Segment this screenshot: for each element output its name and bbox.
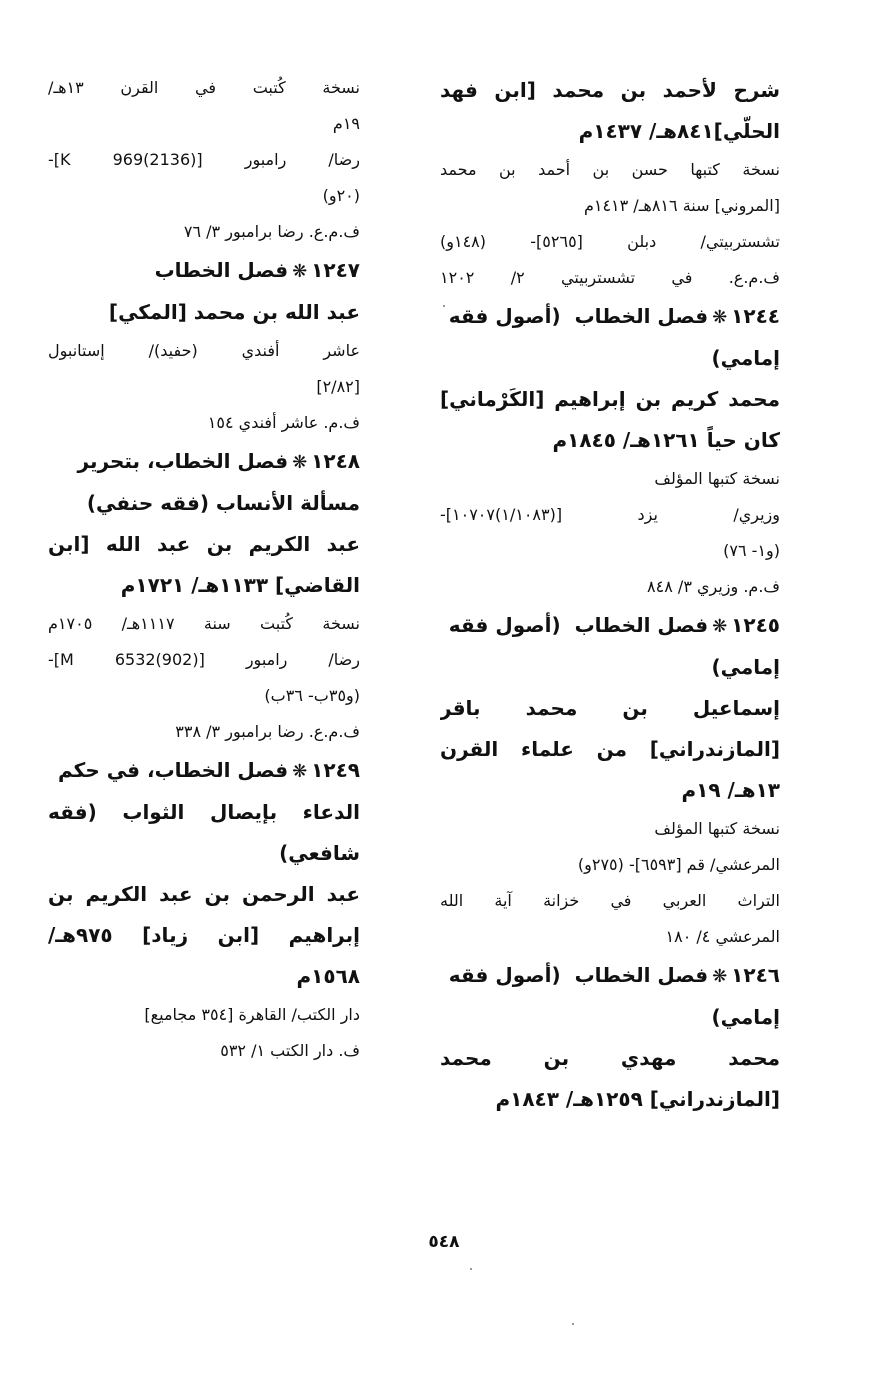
- entry-topic: (أصول فقه: [448, 963, 561, 987]
- entry-line: ف.م.ع. رضا برامبور ٣/ ٧٦: [183, 222, 360, 241]
- entry-topic: (أصول فقه: [448, 304, 561, 328]
- entry-line: [المروني] سنة ٨١٦هـ/ ١٤١٣م: [583, 196, 780, 215]
- asterisk-icon: ❋: [292, 761, 308, 782]
- left-column: [48, 70, 360, 1069]
- entry-line: تشستربيتي/ دبلن [٥٢٦٥]- (١٤٨و): [440, 232, 780, 251]
- entry-line-bold: عبد الكريم بن عبد الله [ابن: [48, 532, 360, 556]
- entry-line: ف.م. عاشر أفندي ١٥٤: [207, 413, 360, 432]
- entry-line: ف.م. وزيري ٣/ ٨٤٨: [647, 577, 780, 596]
- entry-topic: (أصول فقه: [448, 613, 561, 637]
- entry-line-bold: القاضي] ١١٣٣هـ/ ١٧٢١م: [120, 573, 360, 597]
- entry-heading: [48, 250, 360, 292]
- entry-line-bold: [المازندراني] ١٢٥٩هـ/ ١٨٤٣م: [495, 1087, 780, 1111]
- entry-heading: [440, 296, 780, 338]
- entry-title: فصل الخطاب، في حكم: [58, 758, 289, 782]
- entry-line: المرعشي ٤/ ١٨٠: [665, 927, 780, 946]
- entry-heading: [48, 750, 360, 792]
- entry-line: نسخة كتبها المؤلف: [654, 469, 780, 488]
- entry-number: ١٢٤٤: [731, 304, 780, 328]
- entry-line-bold: [المازندراني] من علماء القرن: [440, 737, 780, 761]
- entry-line-bold: ١٥٦٨م: [296, 964, 360, 988]
- entry-line-bold: محمد مهدي بن محمد: [440, 1046, 780, 1070]
- asterisk-icon: ❋: [712, 966, 728, 987]
- entry-number: ١٢٤٨: [311, 449, 360, 473]
- asterisk-icon: ❋: [712, 616, 728, 637]
- entry-number: ١٢٤٦: [731, 963, 780, 987]
- entry-line: عاشر أفندي (حفيد)/ إستانبول: [48, 341, 360, 360]
- entry-heading: [48, 441, 360, 483]
- entry-line: ف.م.ع. رضا برامبور ٣/ ٣٣٨: [175, 722, 360, 741]
- entry-line-bold: شافعي): [279, 841, 360, 865]
- asterisk-icon: ❋: [712, 307, 728, 328]
- entry-line-bold: عبد الرحمن بن عبد الكريم بن: [48, 882, 360, 906]
- entry-title: فصل الخطاب، بتحرير: [77, 449, 289, 473]
- scan-speck: [572, 1323, 574, 1325]
- entry-line: رضا/ رامبور [K 969(2136)]-: [48, 150, 360, 169]
- entry-title: فصل الخطاب: [574, 613, 709, 637]
- page-number: ٥٤٨: [428, 1232, 460, 1252]
- entry-line-bold: الحلّي]٨٤١هـ/ ١٤٣٧م: [578, 119, 780, 143]
- entry-line-bold: إسماعيل بن محمد باقر: [440, 696, 780, 720]
- scan-speck: [470, 1268, 472, 1270]
- entry-number: ١٢٤٩: [311, 758, 360, 782]
- entry-heading: [440, 955, 780, 997]
- entry-line: نسخة كُتبت سنة ١١١٧هـ/ ١٧٠٥م: [48, 614, 360, 633]
- entry-number: ١٢٤٥: [731, 613, 780, 637]
- entry-line-bold: عبد الله بن محمد [المكي]: [108, 300, 360, 324]
- entry-line: التراث العربي في خزانة آية الله: [440, 891, 780, 910]
- entry-line: ١٩م: [332, 114, 360, 133]
- entry-line: (و١- ٧٦): [723, 541, 780, 560]
- entry-line-bold: إمامي): [711, 346, 780, 370]
- entry-title: فصل الخطاب: [574, 963, 709, 987]
- entry-line: وزيري/ يزد [(١/١٠٨٣)١٠٧٠٧]-: [440, 505, 780, 524]
- entry-line: (٢٠و): [322, 186, 360, 205]
- entry-line: ف.م.ع. في تشستربيتي ٢/ ١٢٠٢: [440, 268, 780, 287]
- entry-line-bold: الدعاء بإيصال الثواب (فقه: [48, 800, 360, 824]
- entry-line-bold: مسألة الأنساب (فقه حنفي): [86, 491, 360, 515]
- entry-line: نسخة كتبها حسن بن أحمد بن محمد: [440, 160, 780, 179]
- entry-line: (و٣٥ب- ٣٦ب): [264, 686, 360, 705]
- entry-number: ١٢٤٧: [311, 258, 360, 282]
- entry-line: نسخة كُتبت في القرن ١٣هـ/: [48, 78, 360, 97]
- entry-heading: [440, 605, 780, 647]
- entry-line: رضا/ رامبور [M 6532(902)]-: [48, 650, 360, 669]
- entry-line: نسخة كتبها المؤلف: [654, 819, 780, 838]
- entry-line: المرعشي/ قم [٦٥٩٣]- (٢٧٥و): [577, 855, 780, 874]
- entry-line: ف. دار الكتب ١/ ٥٣٢: [220, 1041, 360, 1060]
- entry-title: فصل الخطاب: [154, 258, 289, 282]
- asterisk-icon: ❋: [292, 261, 308, 282]
- entry-line: [٢/٨٢]: [316, 377, 360, 396]
- entry-line-bold: محمد كريم بن إبراهيم [الكَرْماني]: [440, 387, 780, 411]
- entry-line: دار الكتب/ القاهرة [٣٥٤ مجاميع]: [144, 1005, 360, 1024]
- entry-line-bold: شرح لأحمد بن محمد [ابن فهد: [440, 78, 780, 102]
- entry-title: فصل الخطاب: [574, 304, 709, 328]
- right-column: [440, 70, 780, 1120]
- entry-line-bold: ١٣هـ/ ١٩م: [681, 778, 780, 802]
- asterisk-icon: ❋: [292, 452, 308, 473]
- entry-line-bold: إمامي): [711, 1005, 780, 1029]
- entry-line-bold: إبراهيم [ابن زياد] ٩٧٥هـ/: [48, 923, 360, 947]
- entry-line-bold: إمامي): [711, 655, 780, 679]
- entry-line-bold: كان حياً ١٢٦١هـ/ ١٨٤٥م: [552, 428, 780, 452]
